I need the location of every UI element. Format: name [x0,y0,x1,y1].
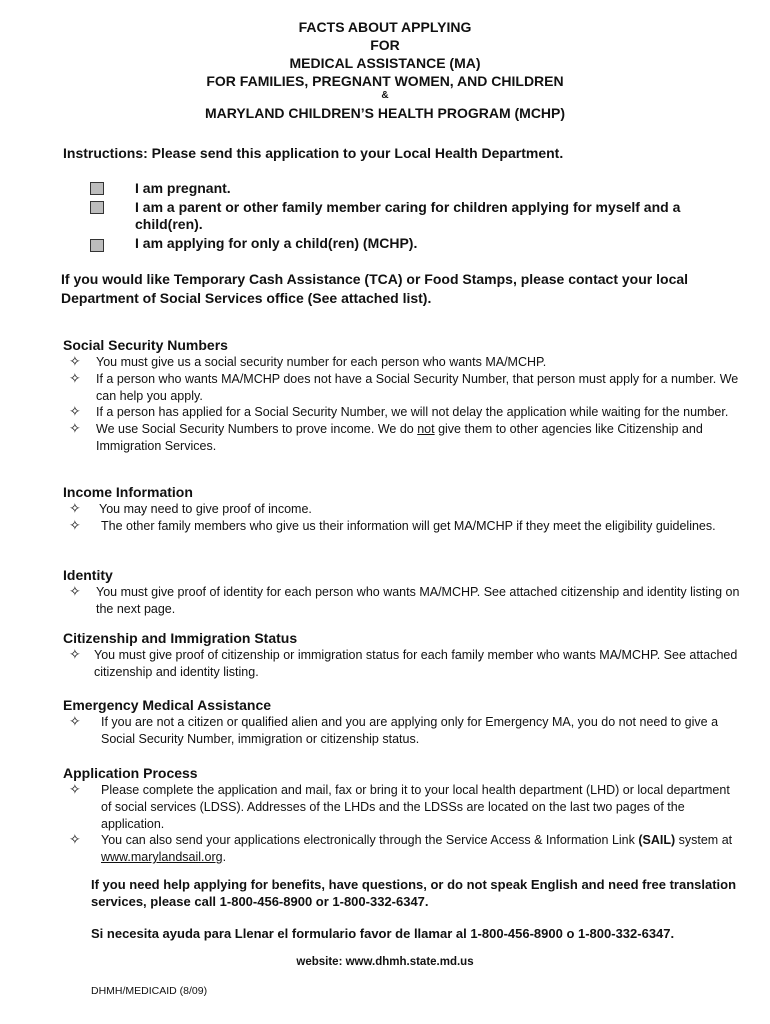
star-bullet-icon: ✧ [69,646,81,662]
checkbox-label-child-only: I am applying for only a child(ren) (MCHP). [135,234,418,251]
checkbox-label-parent: I am a parent or other family member caring for children applying for myself and a child(ren). [135,198,681,232]
applicant-type-checklist [90,180,730,252]
star-bullet-icon: ✧ [69,500,81,516]
list-item: ✧ We use Social Security Numbers to prove income. We do not give them to other agencies like Citizenship and Immigration Services. [69,420,703,453]
list-item: ✧ You must give proof of citizenship or immigration status for each family member who wants MA/MCHP. See attached citizenship and identity listing. [69,646,738,679]
star-bullet-icon: ✧ [69,369,81,386]
checkbox-row-parent[interactable] [90,199,730,234]
star-bullet-icon: ✧ [69,516,81,533]
section-citizenship [63,629,743,681]
tca-notice: If you would like Temporary Cash Assistance (TCA) or Food Stamps, please contact your local Department of Social Services office (See attached list). [61,271,689,306]
form-number: DHMH/MEDICAID (8/09) [91,985,208,997]
website-text: website: www.dhmh.state.md.us [296,956,474,968]
list-item: ✧ Please complete the application and mail, fax or bring it to your local health department (LHD) or local department of social services (LDSS). Addresses of the LHDs and the LDSSs are located on the last two pages of the application. [69,781,730,831]
sail-acronym: (SAIL) [638,833,676,848]
underlined-not: not [417,422,435,437]
star-bullet-icon: ✧ [69,403,81,420]
help-notice: If you need help applying for benefits, have questions, or do not speak English and need free translation services, please call 1-800-456-8900 or 1-800-332-6347. [91,877,737,909]
title-line-1: FACTS ABOUT APPLYING [298,19,472,35]
star-bullet-icon: ✧ [69,713,81,729]
document-title [0,18,770,123]
section-emergency-ma [63,696,743,748]
section-income [63,483,743,535]
spanish-notice: Si necesita ayuda para Llenar el formulario favor de llamar al 1-800-456-8900 o 1-800-332-6347. [91,926,675,941]
list-item: ✧ If you are not a citizen or qualified alien and you are applying only for Emergency MA, you do not need to give a Social Security Number, immigration or citizenship status. [69,713,719,746]
star-bullet-icon: ✧ [69,781,81,797]
list-item: ✧ You may need to give proof of income. [69,500,312,516]
section-heading: Citizenship and Immigration Status [63,630,298,646]
section-application-process [63,764,743,866]
star-bullet-icon: ✧ [69,583,81,599]
checkbox-row-pregnant[interactable] [90,180,730,198]
list-item: ✧ The other family members who give us their information will get MA/MCHP if they meet the eligibility guidelines. [69,516,716,533]
section-social-security [63,336,743,455]
checkbox-parent[interactable] [90,201,104,214]
checkbox-child-only[interactable] [90,239,104,252]
section-heading: Social Security Numbers [63,337,228,353]
list-item: ✧ You can also send your applications electronically through the Service Access & Information Link (SAIL) system at www.marylandsail.org. [69,831,733,865]
section-heading: Income Information [63,484,193,500]
star-bullet-icon: ✧ [69,420,81,437]
star-bullet-icon: ✧ [69,353,81,369]
checkbox-row-child-only[interactable] [90,235,730,253]
instructions-text: Instructions: Please send this application to your Local Health Department. [63,145,564,161]
checkbox-pregnant[interactable] [90,182,104,195]
title-line-5: MARYLAND CHILDREN’S HEALTH PROGRAM (MCHP) [204,105,566,121]
title-line-3: MEDICAL ASSISTANCE (MA) [289,55,481,71]
checkbox-label-pregnant: I am pregnant. [135,180,231,196]
section-heading: Identity [63,567,113,583]
list-item: ✧ You must give proof of identity for each person who wants MA/MCHP. See attached citizenship and identity listing on the next page. [69,583,740,616]
section-identity [63,566,743,618]
list-item: ✧ If a person who wants MA/MCHP does not have a Social Security Number, that person must apply for a number. We can help you apply. [69,369,739,403]
star-bullet-icon: ✧ [69,831,81,848]
title-line-4: FOR FAMILIES, PREGNANT WOMEN, AND CHILDREN [206,73,564,89]
section-heading: Application Process [63,765,198,781]
list-item: ✧ You must give us a social security number for each person who wants MA/MCHP. [69,353,547,369]
marylandsail-link[interactable]: www.marylandsail.org [101,850,223,865]
list-item: ✧ If a person has applied for a Social Security Number, we will not delay the application while waiting for the number. [69,403,729,420]
section-heading: Emergency Medical Assistance [63,697,272,713]
title-ampersand: & [381,90,389,101]
title-line-2: FOR [370,37,400,53]
